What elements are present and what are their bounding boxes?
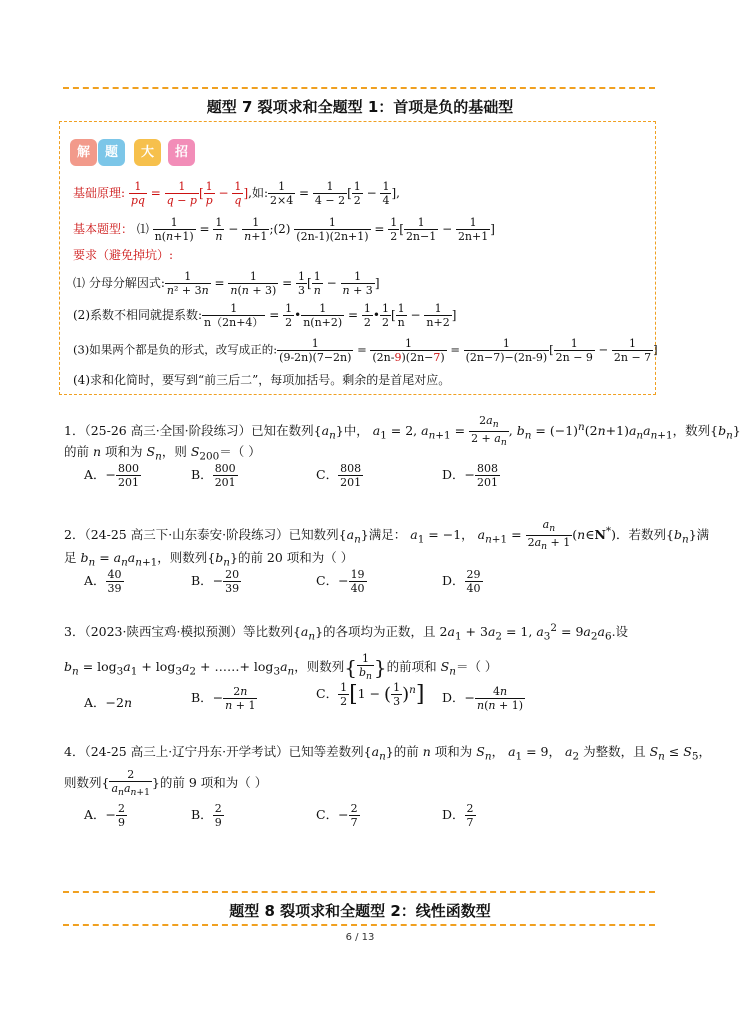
q3-option-a[interactable]: A．−2n [84,695,133,710]
q2-text: ，则数列 [157,550,208,565]
formula [106,568,124,595]
formula: $\frac{1}{n}$ [313,270,321,297]
q3-option-c[interactable]: C． $\frac{1}{2}$ [1 − ( $\frac{1}{3}$ )$^n$] [316,681,425,708]
basic-types: 基本题型： ⑴ $\frac{1}{n(n+1)}$ = $\frac{1}{n}$ − $\frac{1}{n+1}$ ;(2) $\frac{1}{(2n-1)(2n+1)}$ = $\frac{1}{2}$ [ $\frac{1}{2n-1}$ − $\frac{1}{2n+1}$ ] [73,216,495,243]
badge-char-2: 题 [98,139,125,166]
q2-text: 的前 20 项和为（ ） [237,550,354,565]
formula: $\frac{1}{p}$ [205,180,213,207]
formula: $\frac{1}{n+1}$ [244,216,268,243]
sign: − [338,807,349,822]
formula: $\frac{1}{pq}$ [130,180,145,207]
q4-text: 则数列 [64,775,102,791]
q2-option-d[interactable] [442,568,483,595]
badge-char-4: 招 [168,139,195,166]
q2-text: ．若数列 [616,527,667,543]
formula: $\frac{1}{n + 3}$ [342,270,373,297]
formula [475,462,500,489]
formula: $\frac{1}{2}$ [340,681,348,708]
formula: $\frac{1}{n(n + 3)}$ [230,270,277,297]
numerator: 800 [214,462,236,475]
badge-char-3: 大 [134,139,161,166]
numerator: 808 [477,462,499,475]
denominator: 39 [107,582,122,595]
q1-text: ，则 [161,444,187,459]
q2-text: 2．（24-25 高三下·山东泰安·阶段练习）已知数列 [64,527,339,543]
q1-option-d[interactable] [442,462,500,489]
formula [213,462,238,489]
basic-principle: 基础原理: $\frac{1}{pq}$ = $\frac{1}{q - p}$ [ $\frac{1}{p}$ − $\frac{1}{q}$ ],如: $\frac{1}{2\times 4}$ = $\frac{1}{4 - 2}$ [ $\frac{1}{2}$ − $\frac{1}{4}$ ], [73,180,400,207]
formula: $\frac{1}{2}$ [363,302,371,329]
q3-text: 3．（2023·陕西宝鸡·模拟预测）等比数列 [64,624,293,640]
q3-option-b[interactable]: B．− $\frac{2n}{n + 1}$ [191,685,256,712]
requirements-label: 要求（避免掉坑）: [73,248,174,262]
req-4: (4)求和化简时，要写到“前三后二”，每项加括号。剩余的是首尾对应。 [73,373,451,387]
formula: $\frac{1}{n+2}$ [426,302,450,329]
numerator: 2 [350,802,358,815]
denominator: 201 [214,476,236,489]
sign: − [464,467,476,482]
denominator: 201 [340,476,362,489]
q4-text: 的前 [393,744,419,759]
option-label: D． [442,467,465,482]
question-2-stem-2: 足 $b_n = a_na_{n+1}$，则数列$\{b_n\}$的前 20 项和为（ ） [64,550,354,569]
badge-char-1: 解 [70,139,97,166]
option-label: D． [442,690,465,705]
q1-option-b[interactable] [191,462,238,489]
formula: $\frac{1}{2}$ [353,180,361,207]
denominator: 9 [118,816,126,829]
option-label: B． [191,807,213,822]
q4-text: ， [548,744,562,759]
option-label: B． [191,467,213,482]
formula: $\frac{1}{2n-1}$ [405,216,437,243]
q2-text: 足 [64,550,77,565]
formula: $\frac{1}{b_n}$ [358,652,372,683]
option-label: D． [442,807,465,822]
req1-label: ⑴ 分母分解因式: [73,276,165,290]
q1-text: 中， [343,423,369,439]
formula: $\frac{1}{2n+1}$ [457,216,489,243]
basic-principle-label: 基础原理: [73,186,126,200]
sign: − [212,573,224,588]
q4-option-c[interactable] [316,802,360,829]
numerator: 800 [118,462,140,475]
page-number: 6 / 13 [345,932,375,943]
option-label: A． [84,467,106,482]
q2-text: 满 [696,527,710,543]
section-title-7: 题型 7 裂项求和全题型 1：首项是负的基础型 [206,98,514,116]
formula: $\frac{1}{q}$ [234,180,242,207]
denominator: 201 [477,476,499,489]
question-4-stem: 4．（24-25 高三上·辽宁丹东·开学考试）已知等差数列$\{a_n\}$的前 n 项和为 $S_n$， $a_1 = 9$， $a_2$ 为整数，且 $S_n \le S_5$， [64,744,711,763]
q2-text: 满足： [368,527,407,543]
question-1-stem-2: 的前 n 项和为 $S_n$，则 $S_{200}=$（ ） [64,444,261,463]
formula: $\frac{2}{a_na_{n+1}}$ [111,768,150,799]
q3-text: 的前项和 [386,659,437,675]
formula: $\frac{1}{n(n+1)}$ [154,216,194,243]
denominator: 9 [214,816,222,829]
req-1: ⑴ 分母分解因式: $\frac{1}{\text{n² + 3n}}$ = $\frac{1}{n(n + 3)}$ = $\frac{1}{3}$ [ $\frac{1}{n}$ − $\frac{1}{n + 3}$ ] [73,270,380,297]
q1-text: 项和为 [105,444,143,459]
formula: $\frac{1}{2\times 4}$ [269,180,294,207]
formula [116,462,141,489]
formula: $\frac{2n}{n + 1}$ [225,685,256,712]
option-label: B． [191,690,213,705]
q1-text: 1．（25-26 高三·全国·阶段练习）已知在数列 [64,423,314,439]
option-label: A． [84,573,106,588]
numerator: 808 [340,462,362,475]
option-label: C． [316,686,339,701]
req-2: (2)系数不相同就提系数: $\frac{1}{n(2n+4)}$ = $\frac{1}{2}$ • $\frac{1}{n(n+2)}$ = $\frac{1}{2}$ • $\frac{1}{2}$ [ $\frac{1}{n}$ − $\frac{1}{n+2}$ ] [73,302,457,329]
formula: $\frac{1}{\text{n² + 3n}}$ [166,270,209,297]
formula: $\frac{2a_n}{2 + a_n}$ [471,414,507,449]
example-prefix: ,如: [248,186,268,200]
question-4-stem-2: 则数列{ $\frac{2}{a_na_{n+1}}$ }的前 9 项和为（ ） [64,768,268,799]
option-label: D． [442,573,465,588]
denominator: 7 [466,816,474,829]
option-label: A． [84,807,106,822]
divider [63,87,655,89]
numerator: 40 [107,568,122,581]
formula [349,568,367,595]
section-title-8: 题型 8 裂项求和全题型 2：线性函数型 [229,902,491,920]
formula: $\frac{1}{(2n-9)(2n-7)}$ [372,337,445,364]
numerator: 20 [225,568,240,581]
numerator: 2 [214,802,222,815]
q1-option-c[interactable] [316,462,363,489]
formula: $\frac{1}{(2n-7)-(2n-9)}$ [465,337,548,364]
question-2-stem: 2．（24-25 高三下·山东泰安·阶段练习）已知数列$\{a_n\}$满足： $a_1 = -1$， $a_{n+1}$ = $\frac{a_n}{2a_n + 1}$ (n∈N*)．若数列$\{b_n\}$满 [64,518,710,553]
numerator: 2 [118,802,126,815]
q3-text: 的各项均为正数，且 [323,624,436,640]
q2-option-a[interactable] [84,568,124,595]
formula: $\frac{1}{2n - 7}$ [613,337,652,364]
q2-option-b[interactable] [191,568,241,595]
formula [349,802,360,829]
q4-text: 项和为 [434,744,473,759]
option-label: A． [84,695,106,710]
formula: $\frac{1}{n}$ [397,302,405,329]
denominator: 39 [225,582,240,595]
q4-text: 为整数，且 [583,744,646,759]
formula [116,802,127,829]
denominator: 7 [350,816,358,829]
formula: $\frac{1}{2}$ [381,302,389,329]
q3-text: ＝（ ） [455,659,498,675]
q3-text: .设 [611,624,629,640]
option-label: C． [316,807,339,822]
sign: − [105,807,117,822]
formula: $\frac{4n}{n(n + 1)}$ [477,685,523,712]
option-label: B． [191,573,213,588]
numerator: 19 [350,568,365,581]
q1-text: ，数列 [672,423,711,439]
formula [213,802,224,829]
formula: $\frac{1}{2}$ [285,302,293,329]
formula: $\frac{1}{n(n+2)}$ [303,302,343,329]
divider [63,891,655,893]
req2-label: (2)系数不相同就提系数: [73,308,203,322]
numerator: 2 [466,802,474,815]
q4-option-b[interactable] [191,802,224,829]
req-3: (3)如果两个都是负的形式，改写成正的: $\frac{1}{(9-2n)(7-2n)}$ = $\frac{1}{(2n-9)(2n-7)}$ = $\frac{1}{(2n-7)-(2n-9)}$ [ $\frac{1}{2n - 9}$ − $\frac{1}{2n - 7}$ ] [73,337,658,364]
formula [465,802,476,829]
q4-text: 4．（24-25 高三上·辽宁丹东·开学考试）已知等差数列 [64,744,364,759]
q3-text: ，则数列 [294,659,345,675]
formula: $\frac{1}{2n - 9}$ [555,337,593,364]
basic-type-label: 基本题型： [73,222,134,236]
question-3-stem-2: $b_n = \log_3a_1 + \log_3a_2$ + ……+ $\log_3a_n$，则数列{ $\frac{1}{b_n}$ }的前项和 $S_n=$（ ） [64,652,498,683]
formula [223,568,241,595]
q4-option-d[interactable] [442,802,476,829]
question-3-stem: 3．（2023·陕西宝鸡·模拟预测）等比数列$\{a_n\}$的各项均为正数，且 $2a_1 + 3a_2 = 1$, $a_3^2 = 9a_2a_6$.设 [64,622,629,643]
formula: $\frac{a_n}{2a_n + 1}$ [527,518,571,553]
q2-option-c[interactable] [316,568,367,595]
formula: $\frac{1}{n}$ [215,216,223,243]
formula: $\frac{1}{q - p}$ [166,180,197,207]
sign: − [105,467,117,482]
q3-option-d[interactable]: D．− $\frac{4n}{n(n + 1)}$ [442,685,523,712]
q4-option-a[interactable] [84,802,127,829]
formula: $\frac{1}{2}$ [390,216,398,243]
q1-option-a[interactable] [84,462,141,489]
divider [63,924,655,926]
option-label: C． [316,467,339,482]
denominator: 40 [350,582,365,595]
q1-text: 的前 [64,444,90,459]
q4-text: ， [698,744,711,759]
formula: $\frac{1}{(9-2n)(7-2n)}$ [279,337,352,364]
formula: $\frac{1}{(2n-1)(2n+1)}$ [296,216,369,243]
formula: $\frac{1}{3}$ [393,681,401,708]
formula: $\frac{1}{4}$ [382,180,390,207]
formula [465,568,483,595]
denominator: 40 [466,582,481,595]
sign: − [338,573,349,588]
formula: $\frac{1}{3}$ [298,270,306,297]
numerator: 29 [466,568,481,581]
q4-text: 的前 9 项和为（ ） [159,775,268,791]
q4-text: ， [491,744,505,759]
formula [338,462,363,489]
formula: $\frac{1}{n(2n+4)}$ [204,302,264,329]
denominator: 201 [118,476,140,489]
q1-text: ＝（ ） [219,444,261,459]
option-label: C． [316,573,339,588]
question-1-stem: 1．（25-26 高三·全国·阶段练习）已知在数列$\{a_n\}$中， $a_1 = 2$, $a_{n+1}$ = $\frac{2a_n}{2 + a_n}$ , $b_n = (-1)^n(2n+1)a_na_{n+1}$，数列$\{b_n\}$ [64,414,741,449]
req3-label: (3)如果两个都是负的形式，改写成正的: [73,342,278,357]
formula: $\frac{1}{4 - 2}$ [314,180,346,207]
